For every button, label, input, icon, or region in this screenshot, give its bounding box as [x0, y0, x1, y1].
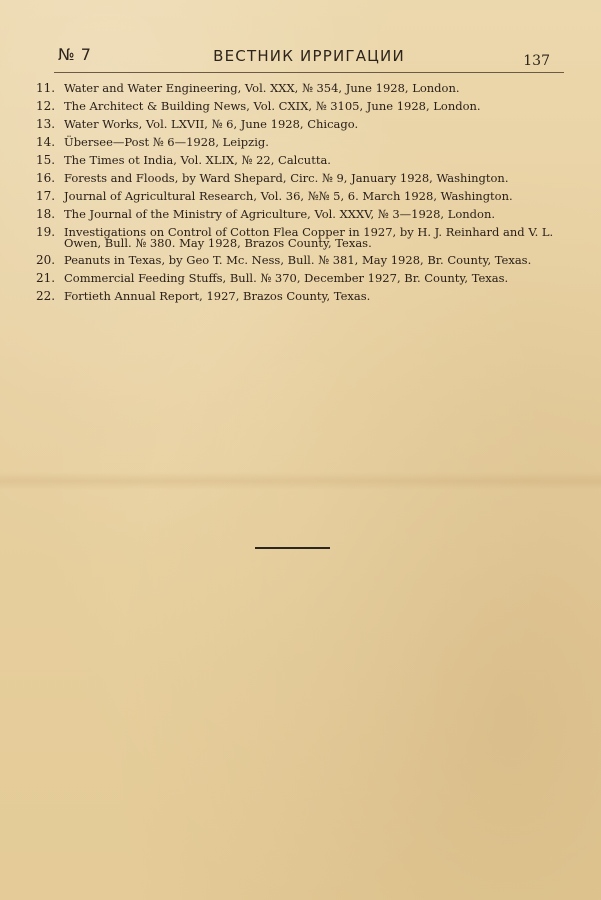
reference-text: Water and Water Engineering, Vol. XXX, № 354, June 1928, London. [64, 81, 460, 95]
reference-text: Übersee—Post № 6—1928, Leipzig. [64, 135, 269, 149]
reference-item [36, 81, 564, 96]
reference-text: Peanuts in Texas, by Geo T. Mc. Ness, Bull. № 381, May 1928, Br. County, Texas. [64, 252, 532, 267]
reference-number: 16. [36, 171, 56, 185]
reference-text: The Architect & Building News, Vol. CXIX, № 3105, June 1928, London. [64, 99, 481, 113]
reference-number: 18. [36, 207, 56, 221]
reference-item [36, 117, 564, 132]
reference-item [36, 153, 564, 168]
reference-text: Journal of Agricultural Research, Vol. 36, №№ 5, 6. March 1928, Washington. [64, 189, 513, 203]
reference-list [36, 81, 564, 307]
reference-text: Water Works, Vol. LXVII, № 6, June 1928, Chicago. [64, 117, 359, 131]
page-header [54, 44, 564, 72]
section-divider [255, 547, 330, 549]
journal-title: ВЕСТНИК ИРРИГАЦИИ [213, 47, 405, 65]
reference-item [36, 99, 564, 114]
reference-text: The Times ot India, Vol. XLIX, № 22, Calcutta. [64, 153, 331, 167]
reference-number: 21. [36, 270, 56, 285]
reference-item [36, 171, 564, 186]
reference-number: 11. [36, 81, 56, 95]
reference-item [36, 135, 564, 150]
reference-number: 14. [36, 135, 56, 149]
reference-number: 19. [36, 225, 56, 239]
reference-text: Fortieth Annual Report, 1927, Brazos County, Texas. [64, 288, 371, 303]
reference-number: 13. [36, 117, 56, 131]
header-rule [54, 72, 564, 73]
reference-item [36, 207, 564, 222]
reference-number: 20. [36, 252, 56, 267]
page-number: 137 [523, 53, 550, 69]
issue-number: № 7 [58, 45, 92, 64]
reference-text: Forests and Floods, by Ward Shepard, Circ. № 9, January 1928, Washington. [64, 171, 509, 185]
reference-item [36, 271, 564, 286]
reference-text: Commercial Feeding Stuffs, Bull. № 370, December 1927, Br. County, Texas. [64, 270, 509, 285]
reference-number: 12. [36, 99, 56, 113]
reference-number: 17. [36, 189, 56, 203]
reference-text: Investigations on Control of Cotton Flea Copper in 1927, by H. J. Reinhard and V. L. Owen, Bull. № 380. May 1928, Brazos County, Texas. [64, 225, 554, 250]
paper-fold [0, 472, 601, 490]
reference-text: The Journal of the Ministry of Agriculture, Vol. XXXV, № 3—1928, London. [64, 207, 496, 221]
reference-item [36, 189, 564, 204]
reference-item [36, 253, 564, 268]
reference-number: 15. [36, 153, 56, 167]
reference-item [36, 289, 564, 304]
reference-item [36, 225, 564, 249]
reference-number: 22. [36, 288, 56, 303]
